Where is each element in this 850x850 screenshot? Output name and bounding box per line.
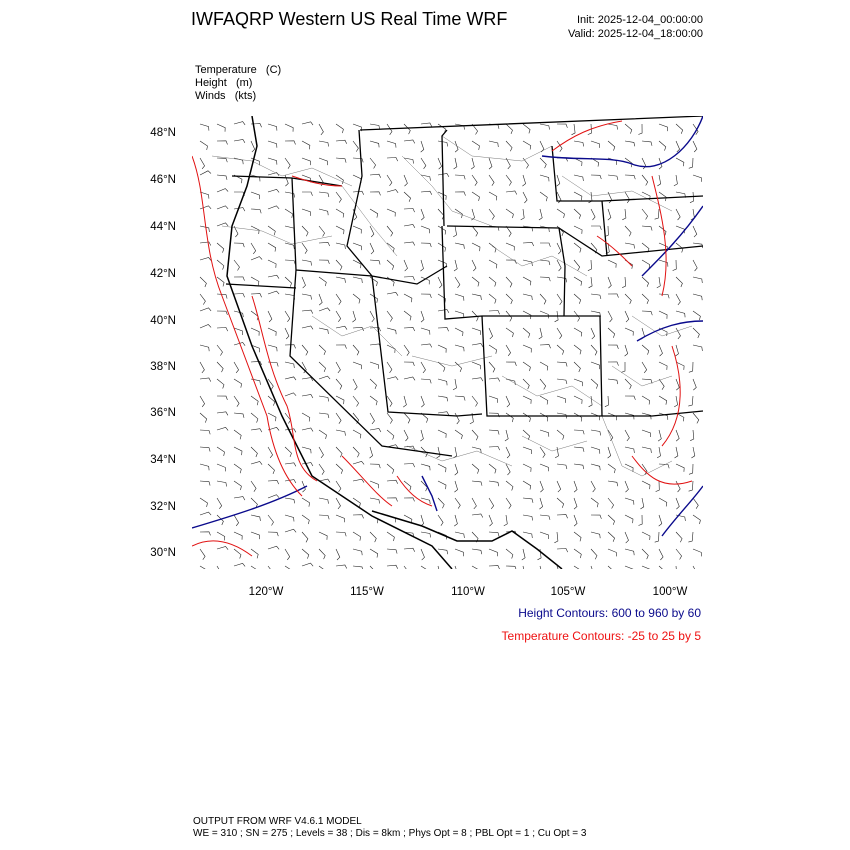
- lat-label-40: 40°N: [150, 315, 176, 327]
- temperature-contours-label: Temperature Contours: -25 to 25 by 5: [501, 629, 701, 643]
- legend-height: Height (m): [195, 77, 253, 89]
- lat-label-36: 36°N: [150, 407, 176, 419]
- lat-label-46: 46°N: [150, 174, 176, 186]
- lat-label-42: 42°N: [150, 268, 176, 280]
- lon-label-115: 115°W: [350, 586, 384, 598]
- field-legend: [195, 64, 281, 103]
- legend-temperature: Temperature (C): [195, 64, 282, 76]
- lon-label-100: 100°W: [652, 586, 688, 598]
- init-valid-block: [568, 13, 703, 41]
- lat-label-34: 34°N: [150, 454, 176, 466]
- footer-config: WE = 310 ; SN = 275 ; Levels = 38 ; Dis = 8km ; Phys Opt = 8 ; PBL Opt = 1 ; Cu Opt = 3: [193, 828, 587, 839]
- model-footer: [193, 816, 586, 840]
- lat-label-38: 38°N: [150, 361, 176, 373]
- lon-label-105: 105°W: [550, 586, 586, 598]
- height-contours-label: Height Contours: 600 to 960 by 60: [518, 606, 701, 620]
- lat-label-44: 44°N: [150, 221, 176, 233]
- footer-model: OUTPUT FROM WRF V4.6.1 MODEL: [193, 816, 362, 827]
- lon-label-120: 120°W: [248, 586, 284, 598]
- lat-label-30: 30°N: [150, 547, 176, 559]
- valid-time: Valid: 2025-12-04_18:00:00: [568, 28, 703, 40]
- legend-winds: Winds (kts): [195, 90, 257, 102]
- lon-label-110: 110°W: [451, 586, 485, 598]
- wrf-map-panel: [192, 116, 703, 569]
- lat-label-48: 48°N: [150, 127, 176, 139]
- init-time: Init: 2025-12-04_00:00:00: [577, 14, 703, 26]
- lat-label-32: 32°N: [150, 501, 176, 513]
- map-title: IWFAQRP Western US Real Time WRF: [191, 9, 508, 29]
